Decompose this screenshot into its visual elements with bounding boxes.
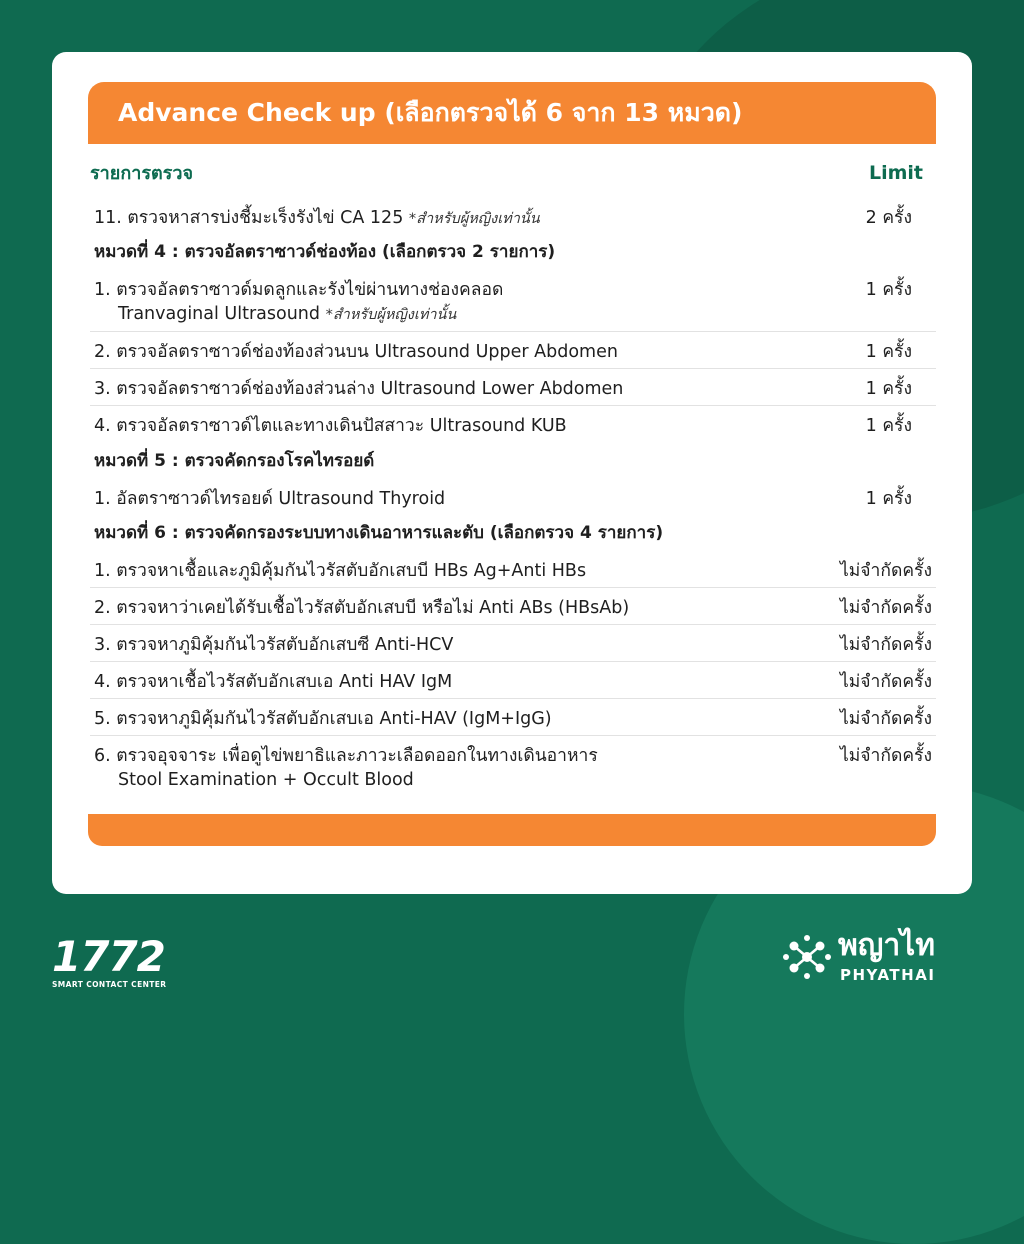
- checkup-item-row: [90, 198, 936, 234]
- phyathai-symbol-icon: [782, 934, 832, 980]
- item-description: [90, 278, 503, 327]
- item-limit: ไม่จำกัดครั้ง: [839, 746, 932, 766]
- section-title: [90, 521, 663, 545]
- item-limit: 1 ครั้ง: [865, 280, 912, 300]
- item-description: [90, 377, 623, 401]
- item-text: 2. ตรวจหาว่าเคยได้รับเชื้อไวรัสตับอักเสบบี หรือไม่ Anti ABs (HBsAb): [94, 598, 630, 618]
- item-limit: ไม่จำกัดครั้ง: [839, 672, 932, 692]
- item-text: หมวดที่ 4 : ตรวจอัลตราซาวด์ช่องท้อง (เลือกตรวจ 2 รายการ): [94, 242, 556, 262]
- items-column-header: รายการตรวจ: [90, 163, 194, 184]
- item-limit: 1 ครั้ง: [865, 379, 912, 399]
- card-footer-bar: [88, 814, 936, 846]
- item-text: 11. ตรวจหาสารบ่งชี้มะเร็งรังไข่ CA 125: [94, 208, 404, 228]
- item-limit: 2 ครั้ง: [865, 208, 912, 228]
- item-english-name: Stool Examination + Occult Blood: [118, 770, 414, 790]
- contact-number: 1772: [52, 932, 165, 981]
- item-english-name: Tranvaginal Ultrasound: [118, 304, 320, 324]
- page-title: Advance Check up (เลือกตรวจได้ 6 จาก 13 หมวด): [118, 98, 743, 127]
- item-text: หมวดที่ 5 : ตรวจคัดกรองโรคไทรอยด์: [94, 451, 375, 471]
- item-description: [90, 206, 540, 231]
- item-subtext-line: [94, 768, 598, 792]
- item-limit: ไม่จำกัดครั้ง: [839, 709, 932, 729]
- checkup-item-row: [90, 625, 936, 662]
- item-text: 5. ตรวจหาภูมิคุ้มกันไวรัสตับอักเสบเอ Anti-HAV (IgM+IgG): [94, 709, 552, 729]
- limit-column-header: Limit: [868, 162, 923, 184]
- item-text: 6. ตรวจอุจจาระ เพื่อดูไข่พยาธิและภาวะเลือดออกในทางเดินอาหาร: [94, 746, 598, 766]
- item-subtext-line: [94, 302, 503, 327]
- section-title: [90, 449, 374, 473]
- item-text: 3. ตรวจหาภูมิคุ้มกันไวรัสตับอักเสบซี Anti-HCV: [94, 635, 454, 655]
- checkup-card: [52, 52, 972, 894]
- checkup-item-row: [90, 270, 936, 332]
- item-limit: ไม่จำกัดครั้ง: [839, 561, 932, 581]
- brand-name-english: PHYATHAI: [840, 966, 936, 984]
- item-description: [90, 744, 598, 792]
- item-text: 1. ตรวจหาเชื้อและภูมิคุ้มกันไวรัสตับอักเสบบี HBs Ag+Anti HBs: [94, 561, 587, 581]
- item-text: หมวดที่ 6 : ตรวจคัดกรองระบบทางเดินอาหารและตับ (เลือกตรวจ 4 รายการ): [94, 523, 664, 543]
- section-heading: [90, 515, 936, 551]
- item-limit: 1 ครั้ง: [865, 342, 912, 362]
- section-heading: [90, 234, 936, 270]
- item-description: [90, 340, 618, 364]
- brand-name-thai: พญาไท: [838, 928, 936, 963]
- column-headers: [90, 158, 933, 187]
- item-description: [90, 487, 445, 511]
- item-text: 3. ตรวจอัลตราซาวด์ช่องท้องส่วนล่าง Ultrasound Lower Abdomen: [94, 379, 624, 399]
- item-limit: 1 ครั้ง: [865, 489, 912, 509]
- item-text: 1. ตรวจอัลตราซาวด์มดลูกและรังไข่ผ่านทางช่องคลอด: [94, 280, 504, 300]
- checkup-item-row: [90, 588, 936, 625]
- item-note: *สำหรับผู้หญิงเท่านั้น: [408, 211, 540, 227]
- item-text: 2. ตรวจอัลตราซาวด์ช่องท้องส่วนบน Ultrasound Upper Abdomen: [94, 342, 618, 362]
- item-text: 4. ตรวจอัลตราซาวด์ไตและทางเดินปัสสาวะ Ultrasound KUB: [94, 416, 567, 436]
- section-heading: [90, 443, 936, 479]
- item-description: [90, 707, 552, 731]
- item-limit: 1 ครั้ง: [865, 416, 912, 436]
- checkup-item-row: [90, 699, 936, 736]
- item-text: 1. อัลตราซาวด์ไทรอยด์ Ultrasound Thyroid: [94, 489, 446, 509]
- item-description: [90, 633, 453, 657]
- section-title: [90, 240, 555, 264]
- checkup-item-row: [90, 369, 936, 406]
- checkup-item-row: [90, 332, 936, 369]
- item-limit: ไม่จำกัดครั้ง: [839, 635, 932, 655]
- item-limit: ไม่จำกัดครั้ง: [839, 598, 932, 618]
- checkup-item-row: [90, 479, 936, 515]
- item-description: [90, 670, 452, 694]
- contact-center-logo: [52, 932, 167, 989]
- item-description: [90, 414, 567, 438]
- item-description: [90, 559, 586, 583]
- card-header: [88, 82, 936, 144]
- item-note: *สำหรับผู้หญิงเท่านั้น: [325, 307, 457, 323]
- checkup-item-row: [90, 551, 936, 588]
- checkup-item-row: [90, 662, 936, 699]
- phyathai-logo: [782, 928, 982, 988]
- checkup-item-row: [90, 736, 936, 796]
- checkup-list: [90, 198, 936, 796]
- item-description: [90, 596, 629, 620]
- contact-tagline: SMART CONTACT CENTER: [52, 980, 167, 989]
- checkup-item-row: [90, 406, 936, 443]
- item-text: 4. ตรวจหาเชื้อไวรัสตับอักเสบเอ Anti HAV IgM: [94, 672, 453, 692]
